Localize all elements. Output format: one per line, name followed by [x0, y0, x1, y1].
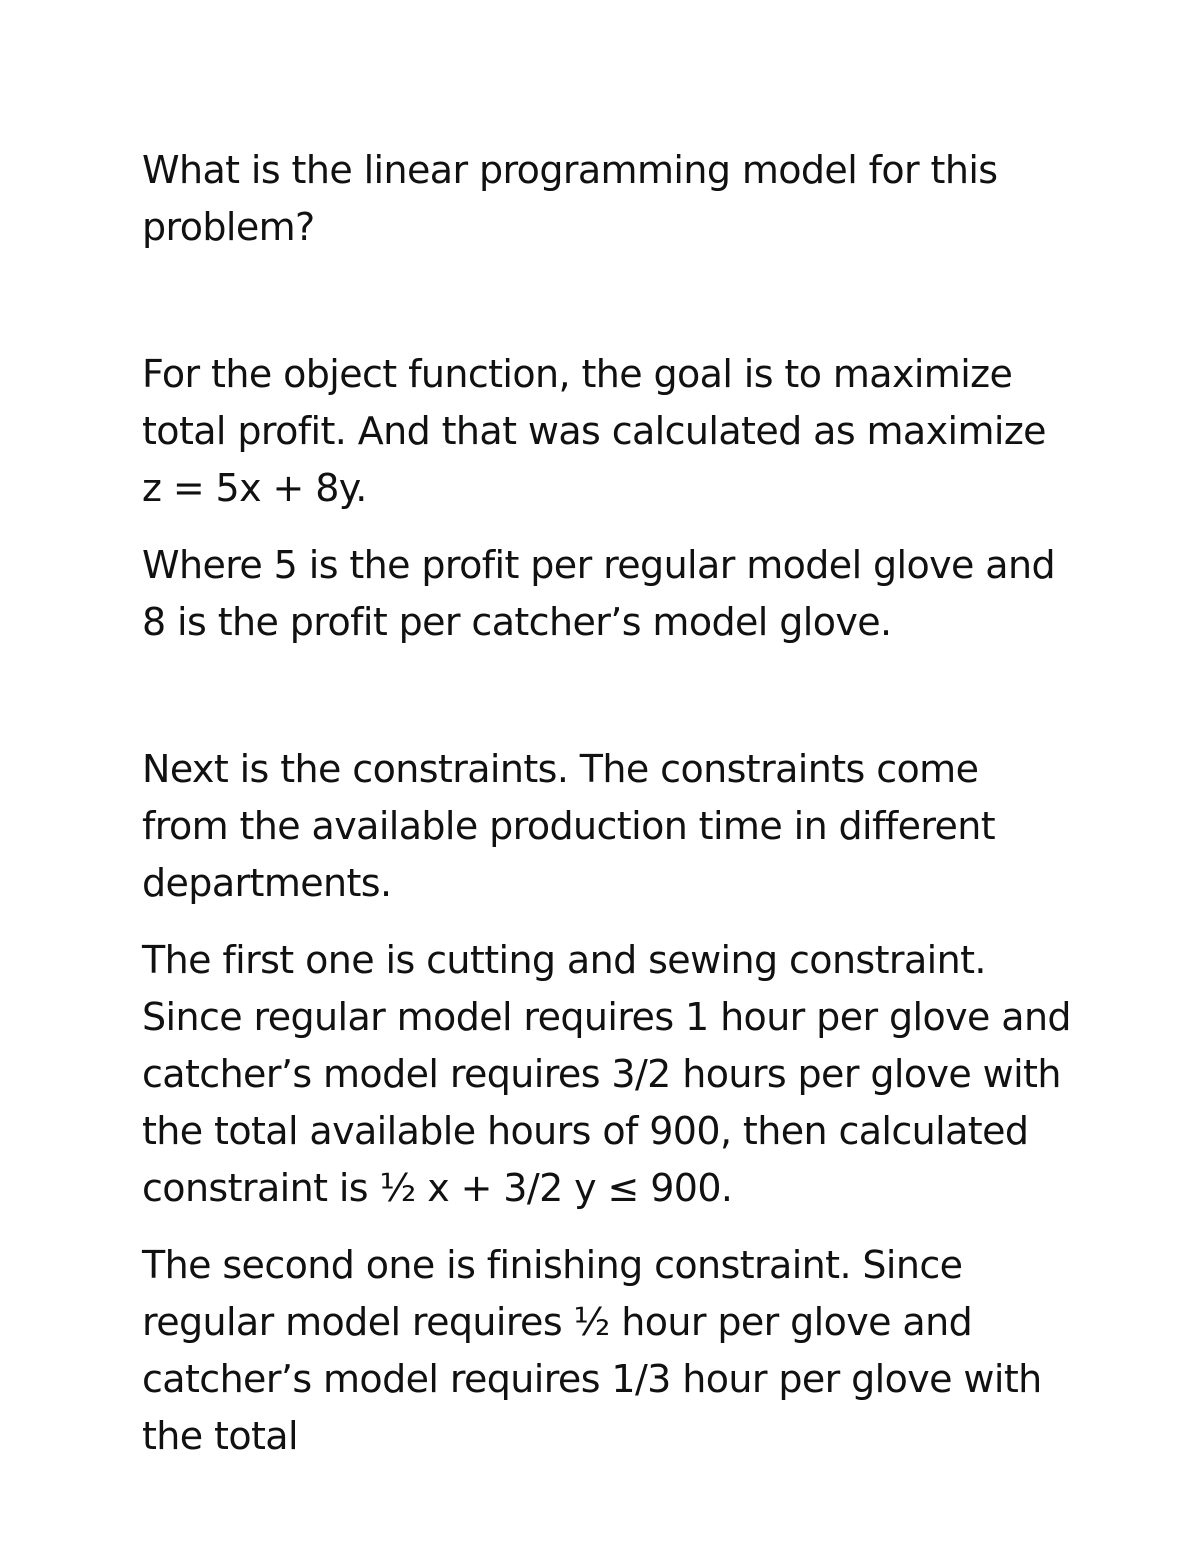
question-paragraph: What is the linear programming model for this problem? — [142, 148, 998, 249]
objective-function-paragraph: For the object function, the goal is to maximize total profit. And that was calculated as maximize z = 5x + 8y. — [142, 352, 1046, 510]
constraints-intro-paragraph: Next is the constraints. The constraints come from the available production time in different departments. — [142, 747, 996, 905]
document-body — [142, 142, 1072, 1465]
finishing-constraint-paragraph: The second one is finishing constraint. Since regular model requires ½ hour per glove and catcher’s model requires 1/3 hour per glove with the total — [142, 1243, 1042, 1458]
profit-explanation-paragraph: Where 5 is the profit per regular model glove and 8 is the profit per catcher’s model glove. — [142, 543, 1055, 644]
cutting-sewing-constraint-paragraph: The first one is cutting and sewing constraint. Since regular model requires 1 hour per glove and catcher’s model requires 3/2 hours per glove with the total available hours of 900, then calculated constraint is ½ x + 3/2 y ≤ 900. — [142, 938, 1071, 1210]
